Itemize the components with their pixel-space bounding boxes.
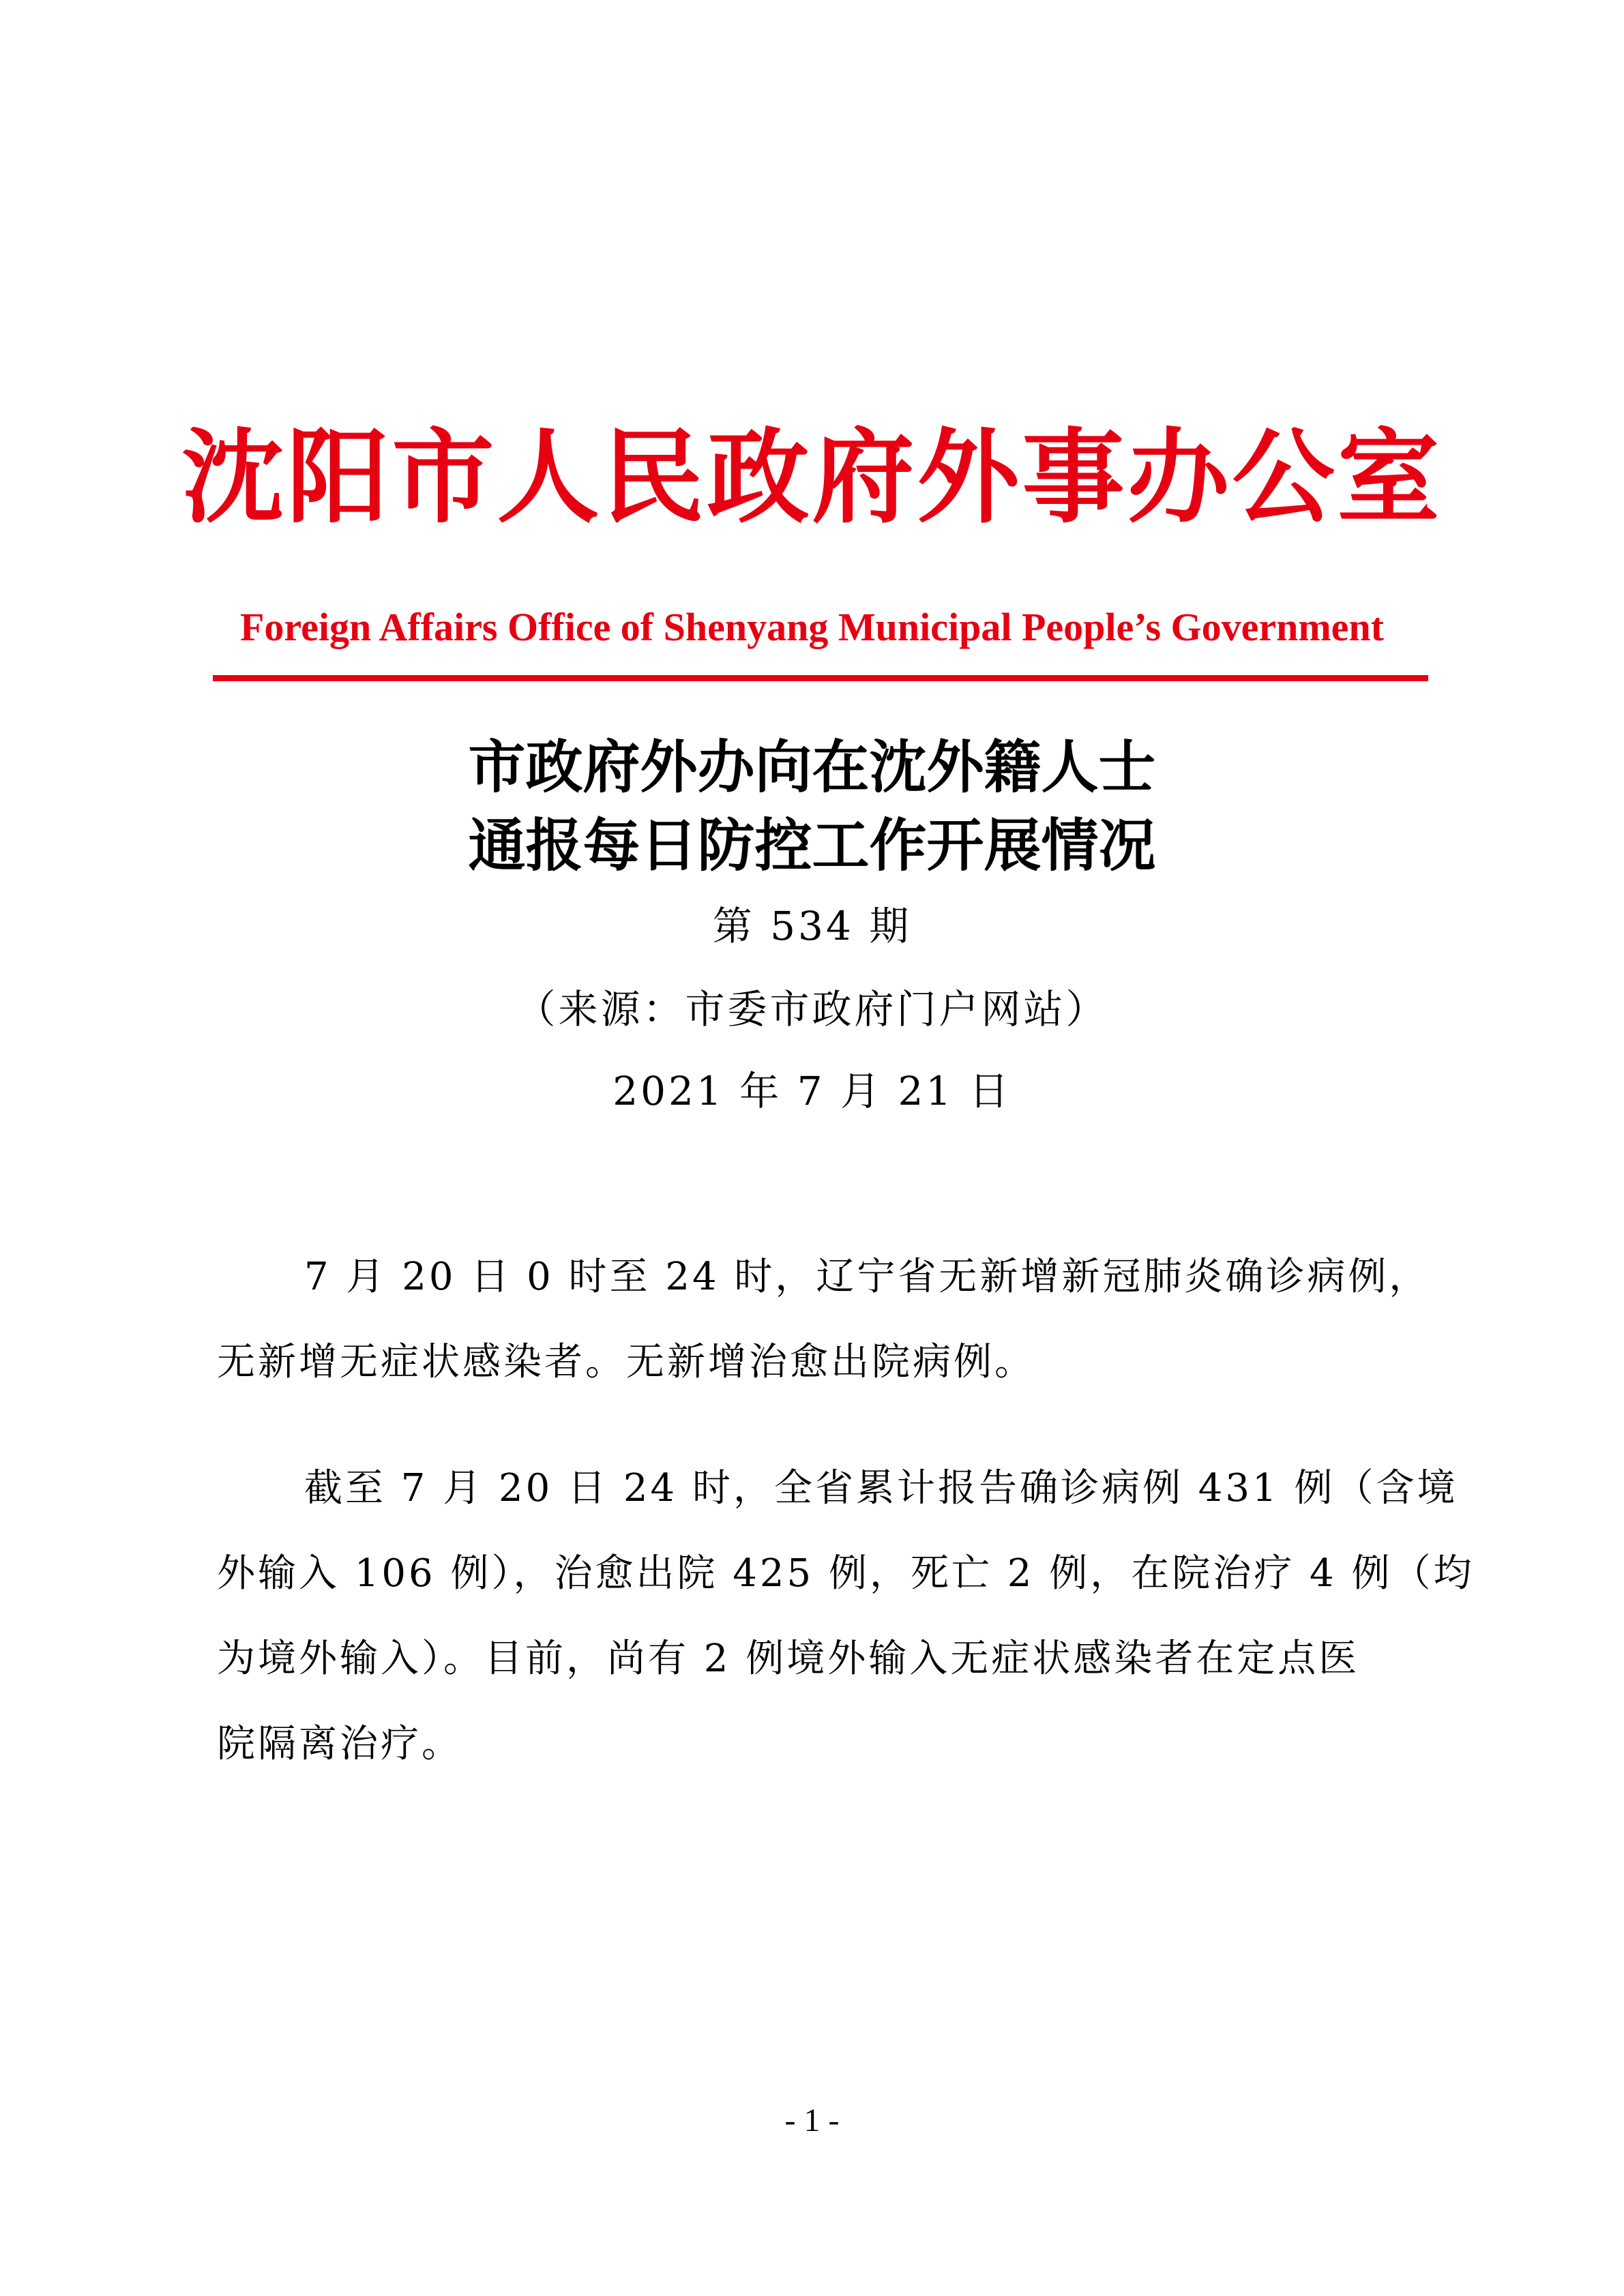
paragraph-line: 无新增无症状感染者。无新增治愈出院病例。 — [217, 1340, 1035, 1384]
paragraph-line: 7 月 20 日 0 时至 24 时，辽宁省无新增新冠肺炎确诊病例， — [304, 1255, 1430, 1299]
paragraph-line: 截至 7 月 20 日 24 时，全省累计报告确诊病例 431 例（含境 — [304, 1466, 1458, 1510]
page-number: - 1 - — [784, 2102, 840, 2138]
paragraph-line: 院隔离治疗。 — [217, 1722, 462, 1766]
issue-number: 第 534 期 — [712, 903, 912, 949]
paragraph-line: 为境外输入）。目前，尚有 2 例境外输入无症状感染者在定点医 — [217, 1637, 1360, 1681]
body-paragraph-1 — [217, 1234, 1430, 1405]
document-title-line-1: 市政府外办向在沈外籍人士 — [468, 733, 1156, 801]
source-note: （来源：市委市政府门户网站） — [516, 986, 1108, 1032]
publish-date: 2021 年 7 月 21 日 — [612, 1068, 1012, 1114]
letterhead-divider — [213, 675, 1428, 681]
letterhead-title: 沈阳市人民政府外事办公室 — [181, 417, 1443, 537]
letterhead-subtitle: Foreign Affairs Office of Shenyang Municipal People’s Government — [239, 605, 1384, 649]
paragraph-line: 外输入 106 例），治愈出院 425 例，死亡 2 例，在院治疗 4 例（均 — [217, 1551, 1475, 1596]
body-paragraph-2 — [217, 1446, 1475, 1787]
document-title-line-2: 通报每日防控工作开展情况 — [468, 811, 1156, 879]
